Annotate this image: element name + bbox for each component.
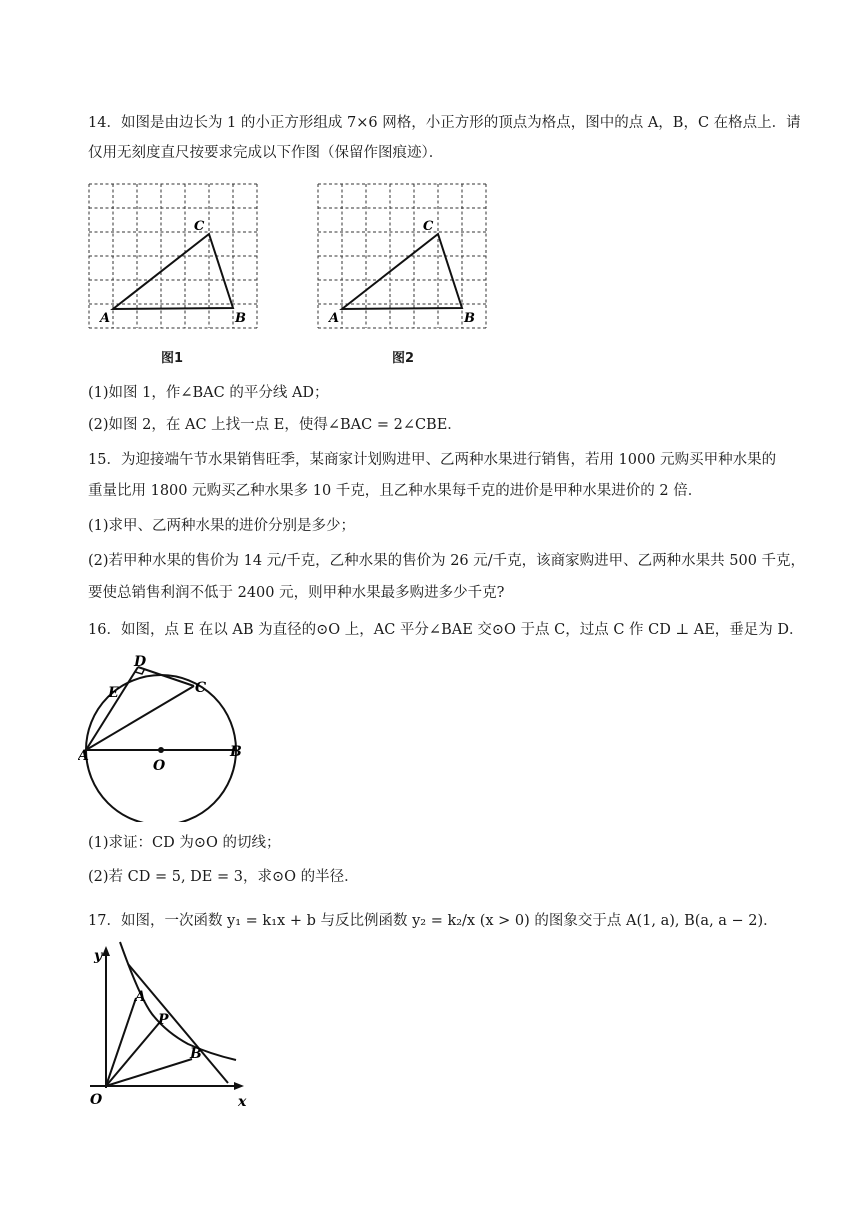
label-b: B (235, 311, 246, 326)
label-c: C (195, 680, 207, 696)
q15-line2: 重量比用 1800 元购买乙种水果多 10 千克，且乙种水果每千克的进价是甲种水果进价的 2 倍． (88, 483, 703, 499)
q15-line1: 15．为迎接端午节水果销售旺季，某商家计划购进甲、乙两种水果进行销售，若用 1000 元购买甲种水果的 (88, 452, 777, 468)
center-point (158, 747, 164, 753)
q15-part2b: 要使总销售利润不低于 2400 元，则甲种水果最多购进多少千克? (88, 585, 505, 601)
line-ac (86, 686, 194, 750)
label-d: D (134, 654, 147, 670)
label-p: P (158, 1012, 169, 1028)
line-oa (106, 998, 136, 1086)
label-e: E (108, 685, 119, 701)
triangle-abc (113, 234, 233, 309)
q16-part2: (2)若 CD = 5, DE = 3，求⊙O 的半径． (88, 869, 359, 885)
label-o: O (153, 758, 166, 774)
label-a: A (135, 989, 146, 1005)
fig2-caption: 图2 (392, 351, 415, 366)
q17-line1: 17．如图，一次函数 y₁ = k₁x + b 与反比例函数 y₂ = k₂/x (x > 0) 的图象交于点 A(1, a), B(a, a − 2)． (88, 913, 778, 929)
q17-graph-figure (78, 940, 258, 1112)
x-axis-arrow (234, 1082, 244, 1090)
q16-part1: (1)求证：CD 为⊙O 的切线； (88, 835, 281, 851)
line-ob (106, 1059, 192, 1086)
q14-line1: 14．如图是由边长为 1 的小正方形组成 7×6 网格，小正方形的顶点为格点，图中的点 A，B，C 在格点上．请 (88, 115, 801, 131)
label-y: y (94, 948, 103, 964)
q14-figure-1 (86, 180, 261, 334)
q15-part1: (1)求甲、乙两种水果的进价分别是多少； (88, 518, 356, 534)
triangle-abc (342, 234, 462, 309)
label-o: O (90, 1092, 103, 1108)
q14-part2: (2)如图 2，在 AC 上找一点 E，使得∠BAC = 2∠CBE． (88, 417, 462, 433)
y-axis-arrow (102, 946, 110, 956)
label-c: C (423, 219, 434, 234)
label-a: A (100, 311, 111, 326)
line-ad (86, 667, 138, 750)
q16-line1: 16．如图，点 E 在以 AB 为直径的⊙O 上，AC 平分∠BAE 交⊙O 于点 C，过点 C 作 CD ⊥ AE，垂足为 D． (88, 622, 804, 638)
label-a: A (78, 748, 89, 764)
q14-part1: (1)如图 1，作∠BAC 的平分线 AD； (88, 385, 329, 401)
label-b: B (190, 1046, 202, 1062)
q15-part2a: (2)若甲种水果的售价为 14 元/千克，乙种水果的售价为 26 元/千克，该商家购进甲、乙两种水果共 500 千克， (88, 553, 806, 569)
q14-line2: 仅用无刻度直尺按要求完成以下作图（保留作图痕迹）． (88, 145, 444, 161)
line-op (106, 1022, 160, 1086)
q14-figure-2 (315, 180, 490, 334)
fig1-caption: 图1 (161, 351, 184, 366)
label-b: B (464, 311, 475, 326)
label-x: x (238, 1094, 247, 1110)
q16-circle-figure (78, 650, 258, 822)
label-a: A (329, 311, 340, 326)
linear-function-line (128, 964, 228, 1083)
label-b: B (230, 744, 242, 760)
label-c: C (194, 219, 205, 234)
